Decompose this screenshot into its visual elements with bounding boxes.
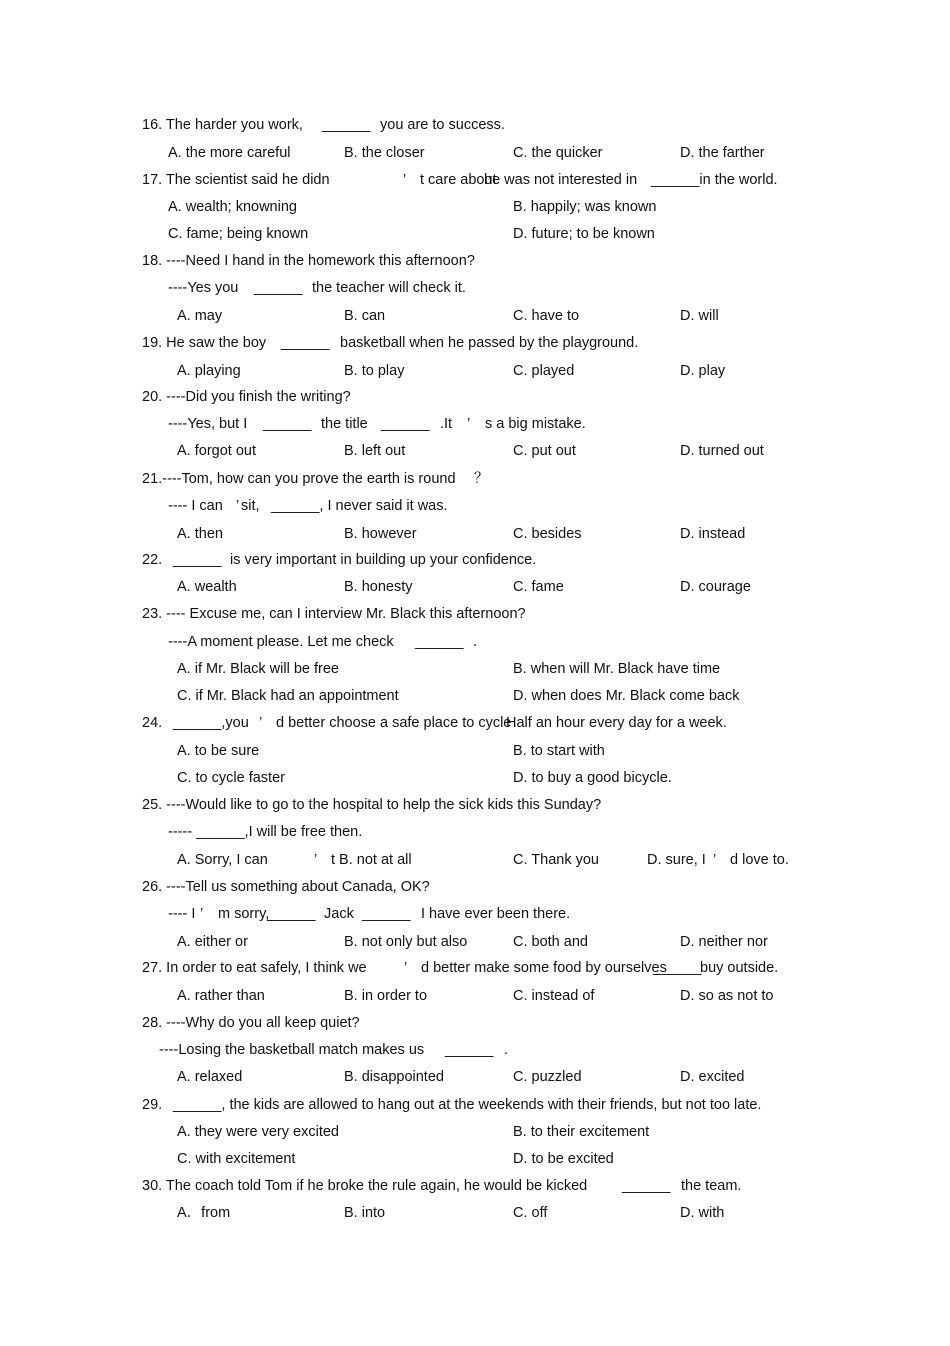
answer-option: A. rather than [177, 988, 265, 1004]
text-segment: ’ [259, 715, 263, 731]
answer-option: A. the more careful [168, 145, 291, 161]
answer-option: D. excited [680, 1069, 745, 1085]
text-segment: m sorry, [218, 906, 270, 922]
text-segment: Half an hour every day for a week. [506, 715, 727, 731]
text-segment: ______, I never said it was. [271, 498, 448, 514]
answer-option: C. put out [513, 443, 576, 459]
answer-option: C. if Mr. Black had an appointment [177, 688, 399, 704]
answer-option: B. into [344, 1205, 386, 1221]
text-segment: 16. The harder you work, [142, 117, 303, 133]
text-segment: 17. The scientist said he didn [142, 172, 330, 188]
text-segment: 19. He saw the boy [142, 335, 267, 351]
answer-option: B. left out [344, 443, 406, 459]
answer-option: C. fame; being known [168, 226, 309, 242]
answer-option: B. not only but also [344, 934, 468, 950]
text-segment: ---- I can [168, 498, 223, 514]
text-segment: 26. ----Tell us something about Canada, OK? [142, 879, 430, 895]
answer-option: C. instead of [513, 988, 595, 1004]
answer-option: A. wealth; knowning [168, 199, 297, 215]
answer-option: C. fame [513, 579, 564, 595]
answer-option: C. with excitement [177, 1151, 296, 1167]
text-segment: ______in the world. [651, 172, 778, 188]
text-segment: ______ [173, 552, 222, 568]
text-segment: ’ [404, 960, 408, 976]
answer-option: D. when does Mr. Black come back [513, 688, 740, 704]
answer-option: C. have to [513, 308, 580, 324]
text-segment: ______ [281, 335, 330, 351]
text-segment: 29. [142, 1097, 163, 1113]
answer-option: B. however [344, 526, 417, 542]
answer-option: A. playing [177, 363, 241, 379]
answer-option: B. in order to [344, 988, 428, 1004]
answer-option: B. when will Mr. Black have time [513, 661, 721, 677]
text-segment: ’ [467, 416, 471, 432]
answer-option: C. puzzled [513, 1069, 582, 1085]
answer-option: B. to their excitement [513, 1124, 650, 1140]
text-segment: s a big mistake. [485, 416, 586, 432]
answer-option: B. to start with [513, 743, 605, 759]
answer-option: B. honesty [344, 579, 413, 595]
text-segment: ？ [474, 471, 489, 487]
text-segment: 22. [142, 552, 163, 568]
answer-option: B. to play [344, 363, 405, 379]
answer-option: D. so as not to [680, 988, 774, 1004]
text-segment: ______ [653, 960, 702, 976]
answer-option: C. the quicker [513, 145, 603, 161]
answer-option: A. to be sure [177, 743, 260, 759]
answer-option: D. with [680, 1205, 725, 1221]
answer-option: A. they were very excited [177, 1124, 339, 1140]
text-segment: I have ever been there. [421, 906, 571, 922]
text-segment: ______,you [173, 715, 249, 731]
text-segment: t care about [420, 172, 497, 188]
text-segment: is very important in building up your confidence. [230, 552, 537, 568]
answer-option: B. disappointed [344, 1069, 444, 1085]
answer-option: t B. not at all [331, 852, 412, 868]
answer-option: A. if Mr. Black will be free [177, 661, 339, 677]
answer-option: d love to. [730, 852, 789, 868]
text-segment: d better choose a safe place to cycle [276, 715, 512, 731]
text-segment: ’ [236, 498, 240, 514]
answer-option: D. play [680, 363, 726, 379]
text-segment: .It [440, 416, 453, 432]
answer-option: D. the farther [680, 145, 765, 161]
text-segment: ______ [622, 1178, 671, 1194]
text-segment: buy outside. [700, 960, 779, 976]
text-segment: 24. [142, 715, 163, 731]
answer-option: C. both and [513, 934, 588, 950]
text-segment: d better make some food by ourselves [421, 960, 667, 976]
text-segment: ______ [445, 1042, 494, 1058]
answer-option: D. will [680, 308, 719, 324]
answer-option: A．from [177, 1205, 231, 1221]
text-segment: the team. [681, 1178, 742, 1194]
text-segment: 25. ----Would like to go to the hospital to help the sick kids this Sunday? [142, 797, 602, 813]
answer-option: C. off [513, 1205, 548, 1221]
text-segment: ----Yes you [168, 280, 239, 296]
text-segment: ______ [254, 280, 303, 296]
answer-option: D. sure, I [647, 852, 706, 868]
text-segment: ______, the kids are allowed to hang out at the weekends with their friends, but not too late. [173, 1097, 762, 1113]
answer-option: C. besides [513, 526, 582, 542]
text-segment: ______ [362, 906, 411, 922]
text-segment: you are to success. [380, 117, 505, 133]
text-segment: . [473, 634, 478, 650]
answer-option: D. future; to be known [513, 226, 655, 242]
text-segment: he was not interested in [484, 172, 638, 188]
answer-option: D. turned out [680, 443, 764, 459]
answer-option: B. happily; was known [513, 199, 657, 215]
text-segment: ----- ______,I will be free then. [168, 824, 363, 840]
text-segment: ----A moment please. Let me check [168, 634, 394, 650]
text-segment: ______ [267, 906, 316, 922]
answer-option: A. Sorry, I can [177, 852, 268, 868]
text-segment: 18. ----Need I hand in the homework this afternoon? [142, 253, 475, 269]
text-segment: ______ [263, 416, 312, 432]
text-segment: ----Losing the basketball match makes us [159, 1042, 425, 1058]
answer-option: C. to cycle faster [177, 770, 285, 786]
text-segment: 28. ----Why do you all keep quiet? [142, 1015, 360, 1031]
text-segment: . [504, 1042, 509, 1058]
text-segment: 27. In order to eat safely, I think we [142, 960, 367, 976]
answer-option: B. the closer [344, 145, 425, 161]
answer-option: D. to buy a good bicycle. [513, 770, 672, 786]
text-segment: the teacher will check it. [312, 280, 466, 296]
answer-option: A. forgot out [177, 443, 256, 459]
answer-option: D. instead [680, 526, 746, 542]
text-segment: ’ [200, 906, 204, 922]
answer-option: C. Thank you [513, 852, 599, 868]
answer-option: A. may [177, 308, 223, 324]
answer-option: ’ [713, 852, 717, 868]
text-segment: 23. ---- Excuse me, can I interview Mr. Black this afternoon? [142, 606, 526, 622]
answer-option: A. then [177, 526, 223, 542]
answer-option: C. played [513, 363, 575, 379]
answer-option: A. relaxed [177, 1069, 243, 1085]
text-segment: ______ [415, 634, 464, 650]
answer-option: B. can [344, 308, 386, 324]
text-segment: ----Yes, but I [168, 416, 248, 432]
answer-option: D. courage [680, 579, 751, 595]
text-segment: ’ [403, 172, 407, 188]
text-segment: basketball when he passed by the playground. [340, 335, 639, 351]
answer-option: D. neither nor [680, 934, 768, 950]
text-segment: ______ [381, 416, 430, 432]
text-segment: ______ [322, 117, 371, 133]
text-segment: 30. The coach told Tom if he broke the rule again, he would be kicked [142, 1178, 588, 1194]
answer-option: A. either or [177, 934, 248, 950]
text-segment: Jack [324, 906, 354, 922]
text-segment: sit, [241, 498, 260, 514]
answer-option: ’ [314, 852, 318, 868]
text-segment: 20. ----Did you finish the writing? [142, 389, 351, 405]
text-segment: 21.----Tom, how can you prove the earth is round [142, 471, 456, 487]
answer-option: D. to be excited [513, 1151, 614, 1167]
text-segment: the title [321, 416, 368, 432]
text-segment: ---- I [168, 906, 196, 922]
answer-option: A. wealth [177, 579, 237, 595]
